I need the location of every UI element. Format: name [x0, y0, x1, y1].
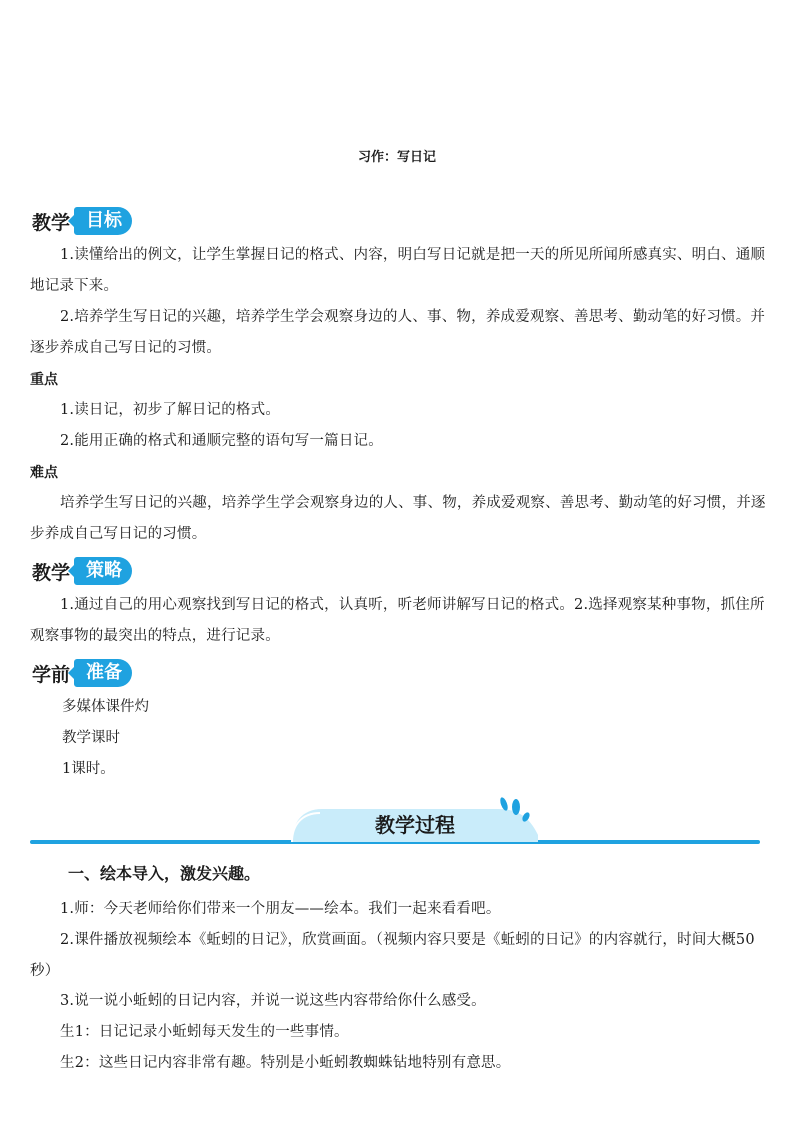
difficulty-paragraph: 培养学生写日记的兴趣，培养学生学会观察身边的人、事、物，养成爱观察、善思考、勤动笔的好习惯，并逐步养成自己写日记的习惯。 [30, 495, 766, 542]
key-point-1: 1.读日记，初步了解日记的格式。 [60, 402, 281, 418]
goals-paragraph-2: 2.培养学生写日记的兴趣，培养学生学会观察身边的人、事、物，养成爱观察、善思考、勤动笔的好习惯。并逐步养成自己写日记的习惯。 [30, 309, 766, 356]
goals-badge-tag: 目标 [74, 207, 132, 235]
page-title: 习作：写日记 [357, 150, 436, 165]
process-banner-label: 教学过程 [375, 813, 455, 837]
prep-badge [32, 658, 132, 688]
goals-badge [32, 206, 132, 236]
goals-badge-label: 教学 [32, 211, 71, 234]
section-1-heading: 一、绘本导入，激发兴趣。 [68, 864, 261, 883]
section-1-paragraph-5: 生2：这些日记内容非常有趣。特别是小蚯蚓教蜘蛛钻地特别有意思。 [60, 1055, 511, 1071]
section-1-paragraph-4: 生1：日记记录小蚯蚓每天发生的一些事情。 [60, 1024, 349, 1040]
key-points-heading: 重点 [30, 372, 58, 388]
strategy-paragraph: 1.通过自己的用心观察找到写日记的格式，认真听，听老师讲解写日记的格式。2.选择观察某种事物，抓住所观察事物的最突出的特点，进行记录。 [30, 597, 765, 644]
prep-badge-tag: 准备 [74, 659, 132, 687]
section-1-paragraph-2: 2.课件播放视频绘本《蚯蚓的日记》，欣赏画面。（视频内容只要是《蚯蚓的日记》的内容就行，时间大概50秒） [30, 932, 755, 979]
prep-line-2: 教学课时 [62, 730, 120, 746]
section-1-paragraph-1: 1.师：今天老师给你们带来一个朋友——绘本。我们一起来看看吧。 [60, 901, 501, 917]
strategy-badge [32, 556, 132, 586]
difficulties-heading: 难点 [30, 465, 58, 481]
section-1-paragraph-3: 3.说一说小蚯蚓的日记内容，并说一说这些内容带给你什么感受。 [60, 993, 486, 1009]
key-point-2: 2.能用正确的格式和通顺完整的语句写一篇日记。 [60, 433, 383, 449]
prep-line-1: 多媒体课件灼 [62, 699, 149, 715]
process-banner [30, 795, 760, 851]
prep-line-3: 1课时。 [62, 761, 115, 777]
prep-badge-label: 学前 [32, 663, 71, 686]
strategy-badge-label: 教学 [32, 561, 71, 584]
strategy-badge-tag: 策略 [74, 557, 132, 585]
goals-paragraph-1: 1.读懂给出的例文，让学生掌握日记的格式、内容，明白写日记就是把一天的所见所闻所感真实、明白、通顺地记录下来。 [30, 247, 766, 294]
